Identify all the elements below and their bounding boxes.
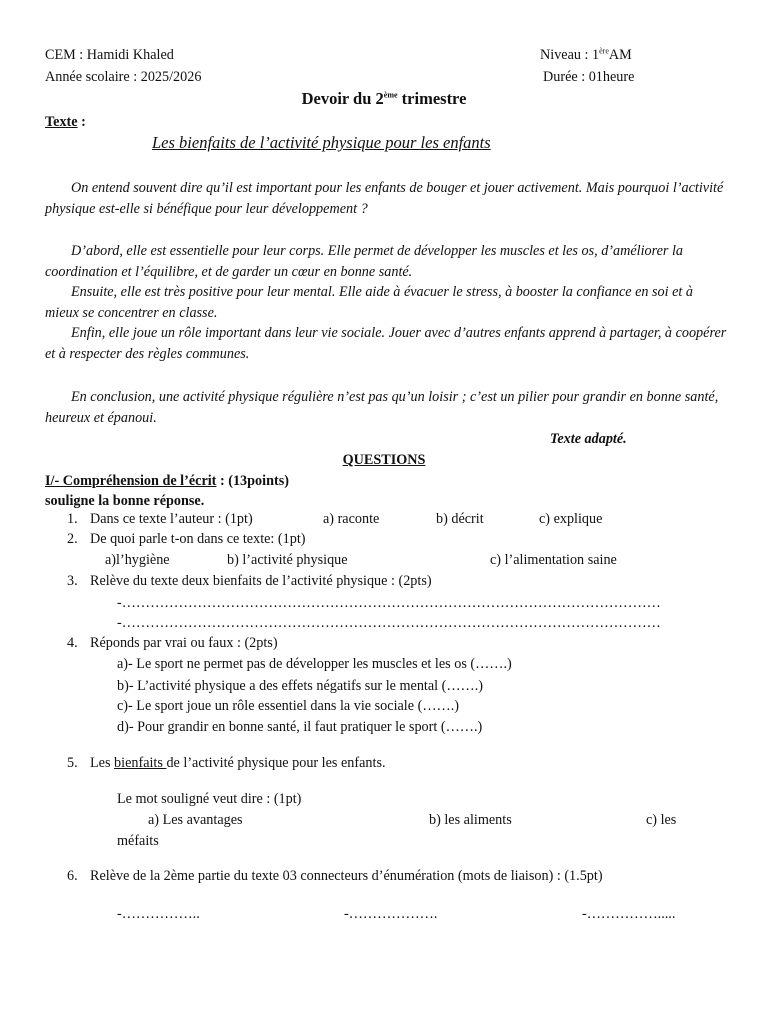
question-3-text: Relève du texte deux bienfaits de l’activité physique : (2pts) [90,573,432,589]
question-6-text: Relève de la 2ème partie du texte 03 connecteurs d’énumération (mots de liaison) : (1.5pt) [90,868,603,884]
answer-line[interactable]: -…………………………………………………………………………………………………… [117,595,661,611]
q1-option-c: c) explique [539,511,603,527]
question-number: 1. [67,511,78,527]
instruction: souligne la bonne réponse. [45,493,205,509]
underlined-word: bienfaits [114,755,167,771]
text-title: Les bienfaits de l’activité physique pour les enfants [152,133,491,152]
exam-title: Devoir du 2ème trimestre [301,89,467,108]
true-false-item: b)- L’activité physique a des effets négatifs sur le mental (…….) [117,678,484,694]
paragraph-conclusion: En conclusion, une activité physique régulière n’est pas qu’un loisir ; c’est un pilier pour grandir en bonne santé, heureux et épanoui. [45,389,719,426]
paragraph-body-1: D’abord, elle est essentielle pour leur corps. Elle permet de développer les muscles et les os, d’améliorer la coordination et l’équilibre, et de garder un cœur en bonne santé. [45,243,684,280]
answer-line[interactable]: -…………………………………………………………………………………………………… [117,615,661,631]
question-5-prompt: Le mot souligné veut dire : (1pt) [117,791,302,807]
question-number: 3. [67,573,78,589]
level: Niveau : 1èreAM [540,46,632,63]
questions-heading: QUESTIONS [342,452,426,468]
question-number: 5. [67,755,78,771]
answer-blank[interactable]: -………………. [344,906,438,922]
question-number: 2. [67,531,78,547]
q2-option-a: a)l’hygiène [105,552,170,568]
question-4-text: Réponds par vrai ou faux : (2pts) [90,635,278,651]
q2-option-b: b) l’activité physique [227,552,348,568]
section-comprehension: I/- Compréhension de l’écrit : (13points) [45,473,289,489]
paragraph-intro: On entend souvent dire qu’il est important pour les enfants de bouger et jouer activement. Mais pourquoi l’activité physique est-elle si bénéfique pour leur développement ? [45,180,724,217]
true-false-item: a)- Le sport ne permet pas de développer les muscles et les os (…….) [117,656,512,672]
question-number: 4. [67,635,78,651]
true-false-item: c)- Le sport joue un rôle essentiel dans la vie sociale (…….) [117,698,459,714]
school-name: CEM : Hamidi Khaled [45,47,174,63]
paragraph-body-2: Ensuite, elle est très positive pour leur mental. Elle aide à évacuer le stress, à booster la confiance en soi et à mieux se concentrer en classe. [45,284,694,321]
school-year: Année scolaire : 2025/2026 [45,69,202,85]
question-number: 6. [67,868,78,884]
paragraph-body-3: Enfin, elle joue un rôle important dans leur vie sociale. Jouer avec d’autres enfants apprend à partager, à coopérer et à respecter des règles communes. [45,325,727,362]
question-1-text: Dans ce texte l’auteur : (1pt) [90,511,253,527]
q5-option-c: c) les [646,812,677,828]
q5-option-b: b) les aliments [429,812,512,828]
true-false-item: d)- Pour grandir en bonne santé, il faut pratiquer le sport (…….) [117,719,483,735]
q2-option-c: c) l’alimentation saine [490,552,617,568]
q5-option-a: a) Les avantages [148,812,243,828]
answer-blank[interactable]: -……………..... [582,906,676,922]
answer-blank[interactable]: -…………….. [117,906,200,922]
question-5-text: Les bienfaits de l’activité physique pour les enfants. [90,755,386,771]
text-label: Texte : [45,114,86,130]
text-source: Texte adapté. [550,431,627,447]
question-2-text: De quoi parle t-on dans ce texte: (1pt) [90,531,306,547]
q5-option-c-continued: méfaits [117,833,159,849]
q1-option-a: a) raconte [323,511,380,527]
duration: Durée : 01heure [543,69,635,85]
q1-option-b: b) décrit [436,511,484,527]
